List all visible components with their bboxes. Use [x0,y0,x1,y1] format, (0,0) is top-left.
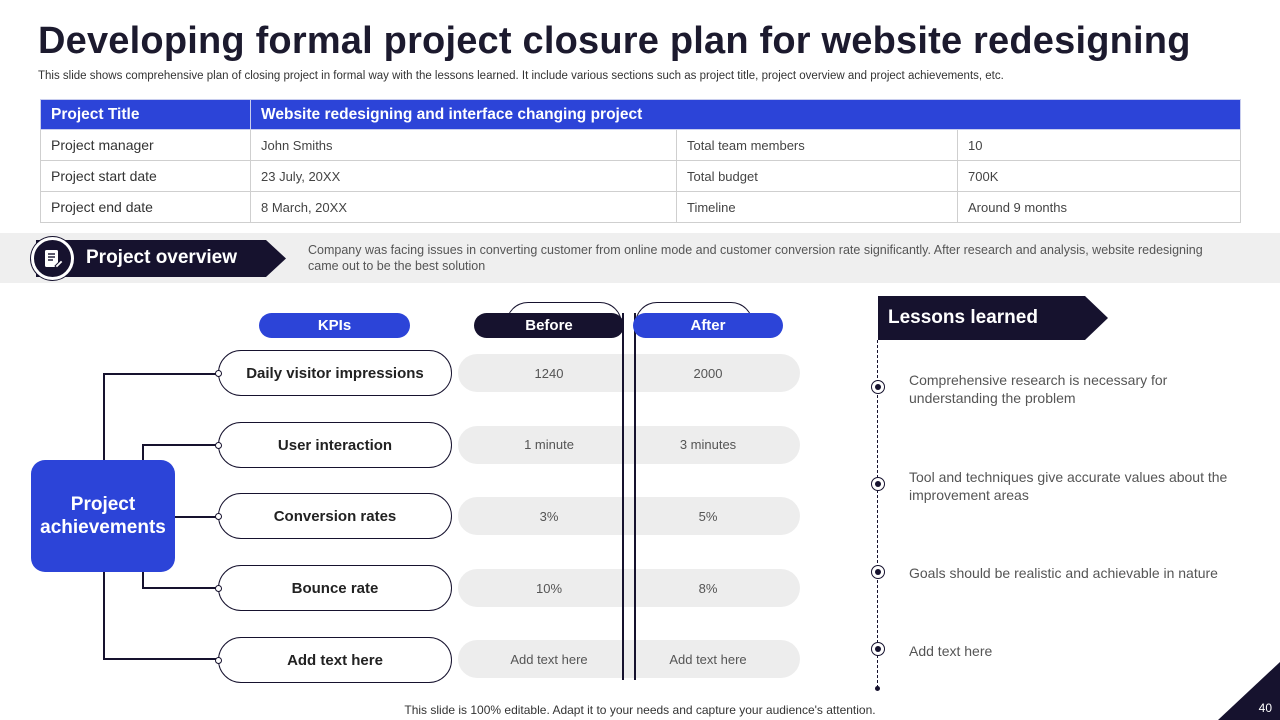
kpi-pill [218,637,452,683]
connector-line [142,444,144,460]
lesson-item: Tool and techniques give accurate values about the improvement areas [909,469,1228,503]
overview-icon-badge [31,237,74,280]
overview-heading: Project overview [86,247,238,268]
before-value: 1 minute [524,437,574,452]
kpi-label: Bounce rate [291,579,379,597]
table-header-label: Project Title [41,100,251,130]
overview-description: Company was facing issues in converting customer from online mode and customer conversion rate significantly. After research and analysis, website redesigning came out to be the best solution [308,243,1203,273]
kpi-pill [218,493,452,539]
lesson-item: Goals should be realistic and achievable in nature [909,565,1218,581]
footer-note: This slide is 100% editable. Adapt it to your needs and capture your audience's attention. [404,703,876,717]
table-row [41,130,1241,161]
row-value: 8 March, 20XX [251,192,677,223]
lessons-heading: Lessons learned [888,307,1038,328]
timeline-dot [871,477,885,491]
after-value: 3 minutes [679,437,737,452]
before-value: Add text here [510,652,588,667]
connector-dot [215,370,222,377]
row-label: Project manager [41,130,251,161]
connector-dot [215,442,222,449]
kpi-label: User interaction [277,436,393,454]
lesson-item: Add text here [909,643,993,659]
lesson-item: Comprehensive research is necessary for understanding the problem [909,372,1168,406]
table-row [41,192,1241,223]
before-header: Before [474,313,624,338]
after-header: After [633,313,783,338]
connector-line [175,516,218,518]
project-info-table [40,99,1241,223]
timeline-dot [871,565,885,579]
before-value: 3% [539,509,559,524]
slide-subtitle: This slide shows comprehensive plan of closing project in formal way with the lessons learned. It include various sections such as project title, project overview and project achievements, etc. [38,70,1004,82]
row-key2: Timeline [677,192,958,223]
kpis-header: KPIs [259,313,410,338]
after-value: 2000 [693,366,723,381]
table-header-row [41,100,1241,130]
slide-title: Developing formal project closure plan for website redesigning [38,20,1191,62]
row-value: 23 July, 20XX [251,161,677,192]
kpi-label: Add text here [287,651,383,669]
timeline-dot [871,380,885,394]
connector-line [103,572,105,659]
connector-line [103,373,218,375]
kpi-pill [218,565,452,611]
connector-dot [215,585,222,592]
timeline-end-dot [875,686,880,691]
before-value: 10% [535,581,563,596]
connector-dot [215,657,222,664]
connector-line [142,444,218,446]
connector-line [103,658,218,660]
row-label: Project end date [41,192,251,223]
kpi-label: Conversion rates [273,507,397,525]
table-header-value: Website redesigning and interface changing project [251,100,1241,130]
project-achievements-box: Project achievements [31,460,175,572]
after-value: 5% [698,509,718,524]
timeline-dot [871,642,885,656]
after-value: 8% [698,581,718,596]
connector-line [142,572,144,588]
page-number: 40 [1258,701,1272,715]
row-label: Project start date [41,161,251,192]
connector-line [103,373,105,460]
kpi-label: Daily visitor impressions [246,364,424,382]
after-value: Add text here [669,652,747,667]
row-key2: Total budget [677,161,958,192]
row-value2: 700K [958,161,1241,192]
kpi-pill [218,422,452,468]
before-value: 1240 [534,366,564,381]
connector-dot [215,513,222,520]
row-key2: Total team members [677,130,958,161]
row-value: John Smiths [251,130,677,161]
row-value2: 10 [958,130,1241,161]
connector-line [142,587,218,589]
kpi-pill [218,350,452,396]
row-value2: Around 9 months [958,192,1241,223]
document-icon [42,248,64,270]
table-row [41,161,1241,192]
